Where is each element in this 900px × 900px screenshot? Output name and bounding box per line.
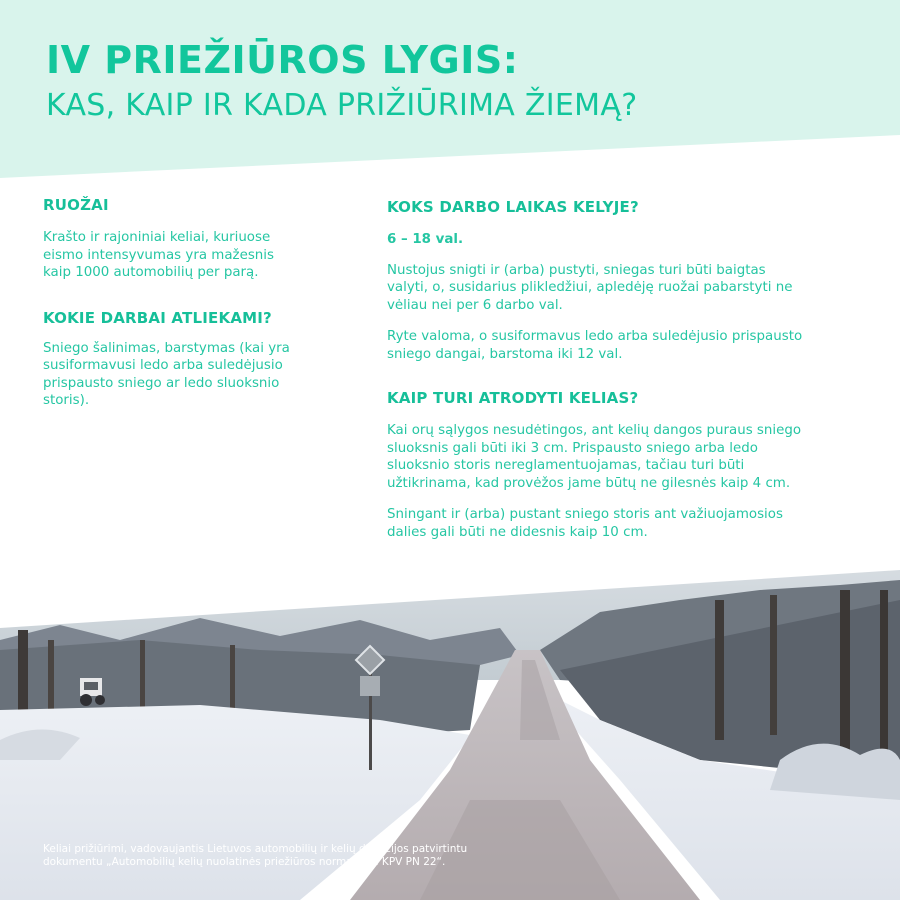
section-heading-darbai: KOKIE DARBAI ATLIEKAMI?	[43, 308, 272, 327]
ruozai-line: eismo intensyvumas yra mažesnis	[43, 247, 274, 263]
kelias-line: užtikrinama, kad provėžos jame būtų ne gilesnės kaip 4 cm.	[387, 475, 791, 491]
kelias-line: sluoksnio storis nereglamentuojamas, tačiau turi būti	[387, 458, 745, 473]
footnote-line: Keliai prižiūrimi, vadovaujantis Lietuvos automobilių ir kelių direkcijos patvirtintu	[43, 843, 468, 855]
laikas-line: vėliau nei per 6 darbo val.	[387, 297, 563, 313]
darbai-line: storis).	[43, 393, 90, 408]
darbai-line: susiformavusi ledo arba suledėjusio	[43, 358, 283, 373]
page-subtitle: KAS, KAIP IR KADA PRIŽIŪRIMA ŽIEMĄ?	[46, 88, 638, 123]
work-hours: 6 – 18 val.	[387, 232, 464, 247]
darbai-line: Sniego šalinimas, barstymas (kai yra	[43, 340, 290, 356]
ruozai-line: kaip 1000 automobilių per parą.	[43, 265, 259, 280]
kelias-line: Kai orų sąlygos nesudėtingos, ant kelių dangos puraus sniego	[387, 423, 802, 438]
laikas-line: Nustojus snigti ir (arba) pustyti, sniegas turi būti baigtas	[387, 262, 766, 278]
kelias-line: sluoksnis gali būti iki 3 cm. Prispausto sniego arba ledo	[387, 440, 758, 456]
darbai-line: prispausto sniego ar ledo sluoksnio	[43, 375, 280, 391]
ruozai-line: Krašto ir rajoniniai keliai, kuriuose	[43, 230, 271, 245]
section-heading-laikas: KOKS DARBO LAIKAS KELYJE?	[387, 198, 639, 216]
footnote-line: dokumentu „Automobilių kelių nuolatinės priežiūros normatyvai KPV PN 22“.	[43, 856, 446, 868]
page-title: IV PRIEŽIŪROS LYGIS:	[46, 38, 519, 82]
footnote	[43, 843, 543, 869]
kelias-line: dalies gali būti ne didesnis kaip 10 cm.	[387, 524, 648, 540]
section-heading-kelias: KAIP TURI ATRODYTI KELIAS?	[387, 389, 639, 407]
laikas-line: valyti, o, susidarius plikledžiui, apledėję ruožai pabarstyti ne	[387, 280, 793, 295]
laikas-line: Ryte valoma, o susiformavus ledo arba suledėjusio prispausto	[387, 329, 803, 344]
laikas-line: sniego dangai, barstoma iki 12 val.	[387, 346, 623, 362]
kelias-line: Sningant ir (arba) pustant sniego storis ant važiuojamosios	[387, 507, 783, 522]
section-heading-ruozai: RUOŽAI	[43, 196, 109, 214]
